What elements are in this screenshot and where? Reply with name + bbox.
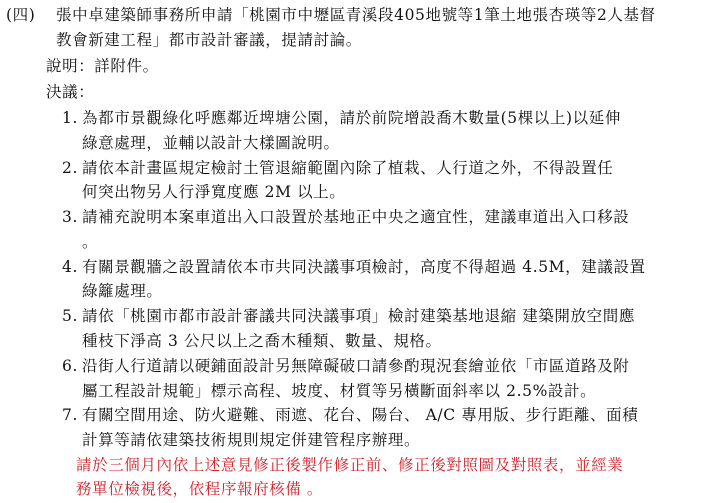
item-3-line-1: 請補充說明本案車道出入口設置於基地正中央之適宜性，建議車道出入口移設	[82, 208, 630, 226]
item-7-number: 7.	[62, 406, 78, 424]
item-4-line-2: 綠籬處理。	[82, 282, 163, 300]
item-2-line-1: 請依本計畫區規定檢討土管退縮範圍內除了植栽、人行道之外，不得設置任	[82, 159, 614, 177]
section-number: (四)	[6, 6, 36, 24]
item-1-line-1: 為都市景觀綠化呼應鄰近埤塘公園，請於前院增設喬木數量(5棵以上)以延伸	[82, 109, 621, 127]
item-2-number: 2.	[62, 159, 78, 177]
item-1-line-2: 綠意處理，並輔以設計大樣圖說明。	[82, 134, 340, 152]
closing-note-line-2: 務單位檢視後，依程序報府核備 。	[76, 480, 324, 498]
item-7-line-2: 計算等請依建築技術規則規定併建管程序辦理。	[82, 431, 421, 449]
item-5-line-1: 請依「桃園市都市設計審議共同決議事項」檢討建築基地退縮 建築開放空間應	[82, 307, 635, 325]
closing-note-line-1: 請於三個月內依上述意見修正後製作修正前、修正後對照圖及對照表，並經業	[76, 456, 624, 474]
section-title-line-2: 教會新建工程」都市設計審議，提請討論。	[56, 31, 362, 49]
item-4-line-1: 有關景觀牆之設置請依本市共同決議事項檢討，高度不得超過 4.5M，建議設置	[82, 258, 646, 276]
item-3-number: 3.	[62, 208, 78, 226]
item-7-line-1: 有關空間用途、防火避難、雨遮、花台、陽台、 A/C 專用版、步行距離、面積	[82, 406, 639, 424]
section-title-line-1: 張中卓建築師事務所申請「桃園市中壢區青溪段405地號等1筆土地張杏瑛等2人基督	[56, 6, 656, 24]
item-6-line-2: 屬工程設計規範」標示高程、坡度、材質等另橫斷面斜率以 2.5%設計。	[82, 382, 597, 400]
item-6-number: 6.	[62, 357, 78, 375]
explanation: 說明：詳附件。	[46, 57, 159, 75]
item-3-line-2: 。	[82, 233, 99, 251]
item-1-number: 1.	[62, 109, 78, 127]
item-6-line-1: 沿街人行道請以硬鋪面設計另無障礙破口請參酌現況套繪並依「市區道路及附	[82, 357, 630, 375]
item-5-line-2: 種枝下淨高 3 公尺以上之喬木種類、數量、規格。	[82, 332, 442, 350]
resolution-label: 決議：	[46, 83, 95, 101]
item-5-number: 5.	[62, 307, 78, 325]
item-4-number: 4.	[62, 258, 78, 276]
item-2-line-2: 何突出物另人行淨寬度應 2M 以上。	[82, 183, 346, 201]
